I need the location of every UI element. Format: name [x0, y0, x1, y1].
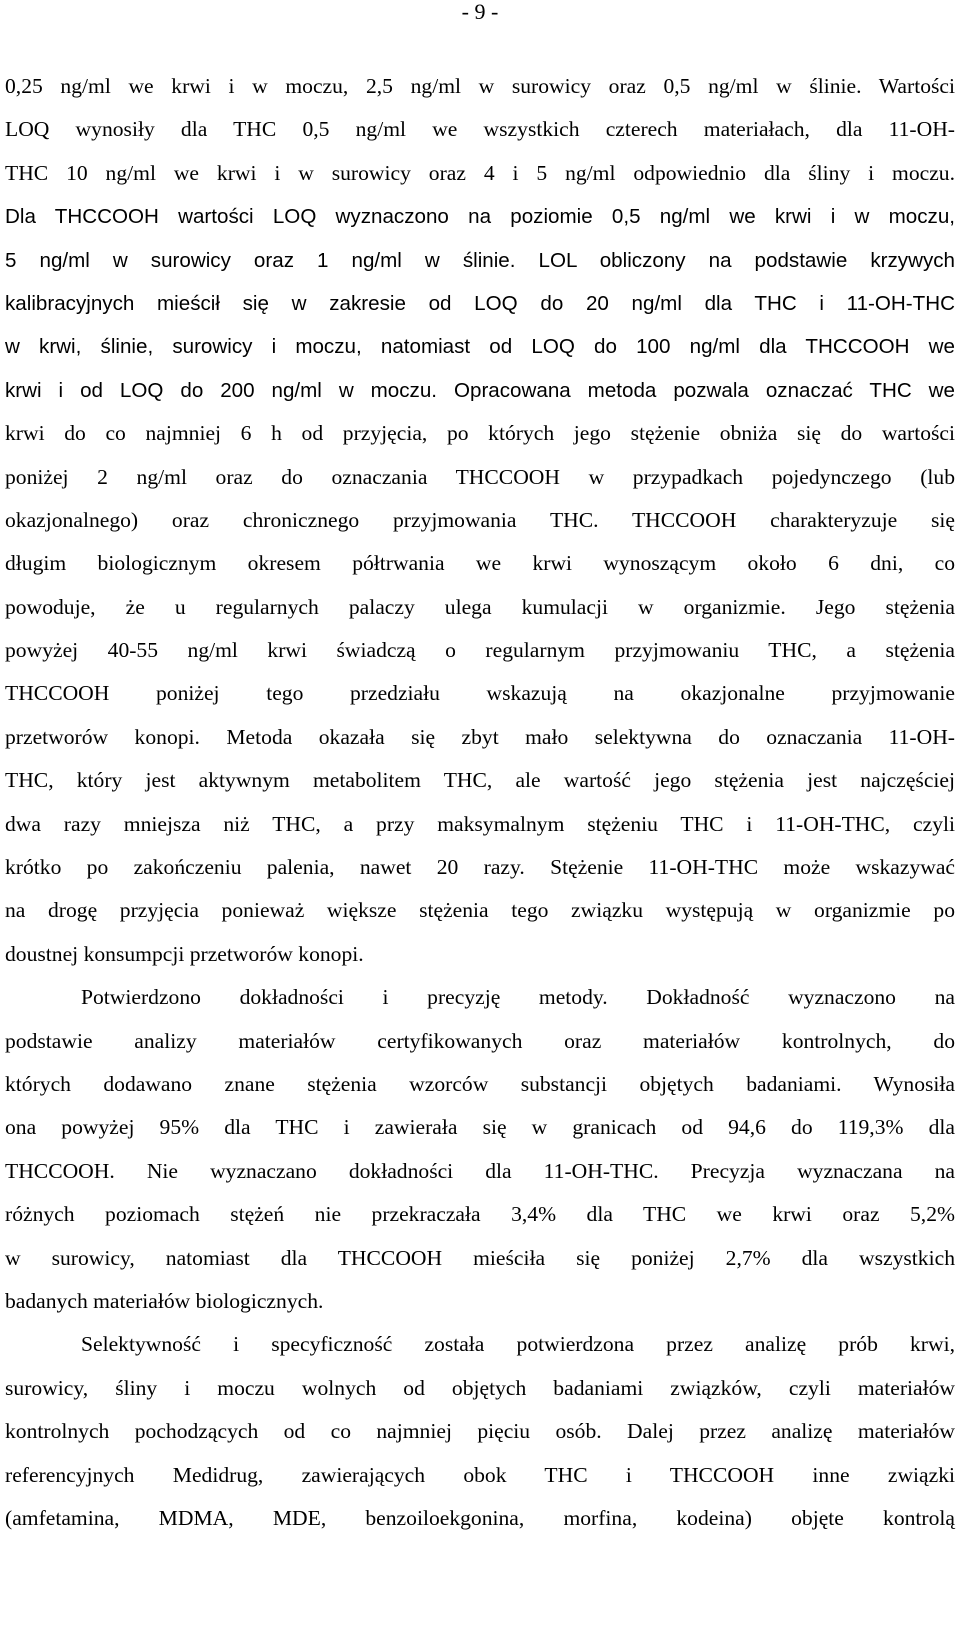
text-line: których dodawano znane stężenia wzorców substancji objętych badaniami. Wynosiła: [5, 1071, 955, 1096]
text-line: krótko po zakończeniu palenia, nawet 20 razy. Stężenie 11-OH-THC może wskazywać: [5, 855, 955, 880]
text-line: krwi i od LOQ do 200 ng/ml w moczu. Opracowana metoda pozwala oznaczać THC we: [5, 378, 955, 402]
text-line: podstawie analizy materiałów certyfikowanych oraz materiałów kontrolnych, do: [5, 1028, 955, 1053]
text-line: (amfetamina, MDMA, MDE, benzoiloekgonina, morfina, kodeina) objęte kontrolą: [5, 1505, 955, 1530]
text-line: surowicy, śliny i moczu wolnych od objętych badaniami związków, czyli materiałów: [5, 1375, 955, 1400]
text-line: THC, który jest aktywnym metabolitem THC, ale wartość jego stężenia jest najczęściej: [5, 768, 955, 793]
text-line: LOQ wynosiły dla THC 0,5 ng/ml we wszystkich czterech materiałach, dla 11-OH-: [5, 117, 955, 142]
text-line: okazjonalnego) oraz chronicznego przyjmowania THC. THCCOOH charakteryzuje się: [5, 507, 955, 532]
text-line: ona powyżej 95% dla THC i zawierała się w granicach od 94,6 do 119,3% dla: [5, 1115, 955, 1140]
text-line: 0,25 ng/ml we krwi i w moczu, 2,5 ng/ml w surowicy oraz 0,5 ng/ml w ślinie. Wartości: [5, 74, 955, 98]
text-line: THCCOOH. Nie wyznaczano dokładności dla 11-OH-THC. Precyzja wyznaczana na: [5, 1158, 955, 1183]
text-line: 5 ng/ml w surowicy oraz 1 ng/ml w ślinie. LOL obliczony na podstawie krzywych: [5, 248, 955, 272]
text-line: w krwi, ślinie, surowicy i moczu, natomiast od LOQ do 100 ng/ml dla THCCOOH we: [5, 335, 955, 359]
text-line: powoduje, że u regularnych palaczy ulega kumulacji w organizmie. Jego stężenia: [5, 594, 955, 619]
text-line: długim biologicznym okresem półtrwania we krwi wynoszącym około 6 dni, co: [5, 551, 955, 576]
text-line: w surowicy, natomiast dla THCCOOH mieściła się poniżej 2,7% dla wszystkich: [5, 1245, 955, 1270]
text-line: różnych poziomach stężeń nie przekraczała 3,4% dla THC we krwi oraz 5,2%: [5, 1202, 955, 1227]
text-line: powyżej 40-55 ng/ml krwi świadczą o regularnym przyjmowaniu THC, a stężenia: [5, 638, 955, 663]
text-line: doustnej konsumpcji przetworów konopi.: [5, 941, 364, 966]
text-line: Selektywność i specyficzność została potwierdzona przez analizę prób krwi,: [81, 1332, 955, 1357]
text-line: THC 10 ng/ml we krwi i w surowicy oraz 4 i 5 ng/ml odpowiednio dla śliny i moczu.: [5, 160, 955, 185]
text-line: przetworów konopi. Metoda okazała się zbyt mało selektywna do oznaczania 11-OH-: [5, 724, 955, 749]
text-line: poniżej 2 ng/ml oraz do oznaczania THCCOOH w przypadkach pojedynczego (lub: [5, 464, 955, 489]
text-line: THCCOOH poniżej tego przedziału wskazują na okazjonalne przyjmowanie: [5, 681, 955, 706]
text-line: kalibracyjnych mieścił się w zakresie od LOQ do 20 ng/ml dla THC i 11-OH-THC: [5, 291, 955, 315]
text-line: badanych materiałów biologicznych.: [5, 1288, 324, 1313]
text-line: krwi do co najmniej 6 h od przyjęcia, po których jego stężenie obniża się do wartości: [5, 421, 955, 446]
text-line: dwa razy mniejsza niż THC, a przy maksymalnym stężeniu THC i 11-OH-THC, czyli: [5, 811, 955, 836]
page-number: - 9 -: [461, 0, 499, 24]
text-line: referencyjnych Medidrug, zawierających obok THC i THCCOOH inne związki: [5, 1462, 955, 1487]
text-line: Dla THCCOOH wartości LOQ wyznaczono na poziomie 0,5 ng/ml we krwi i w moczu,: [5, 205, 955, 229]
text-line: kontrolnych pochodzących od co najmniej pięciu osób. Dalej przez analizę materiałów: [5, 1419, 955, 1444]
text-line: na drogę przyjęcia ponieważ większe stężenia tego związku występują w organizmie po: [5, 898, 955, 923]
text-line: Potwierdzono dokładności i precyzję metody. Dokładność wyznaczono na: [81, 985, 955, 1010]
body-text: [5, 65, 955, 1540]
